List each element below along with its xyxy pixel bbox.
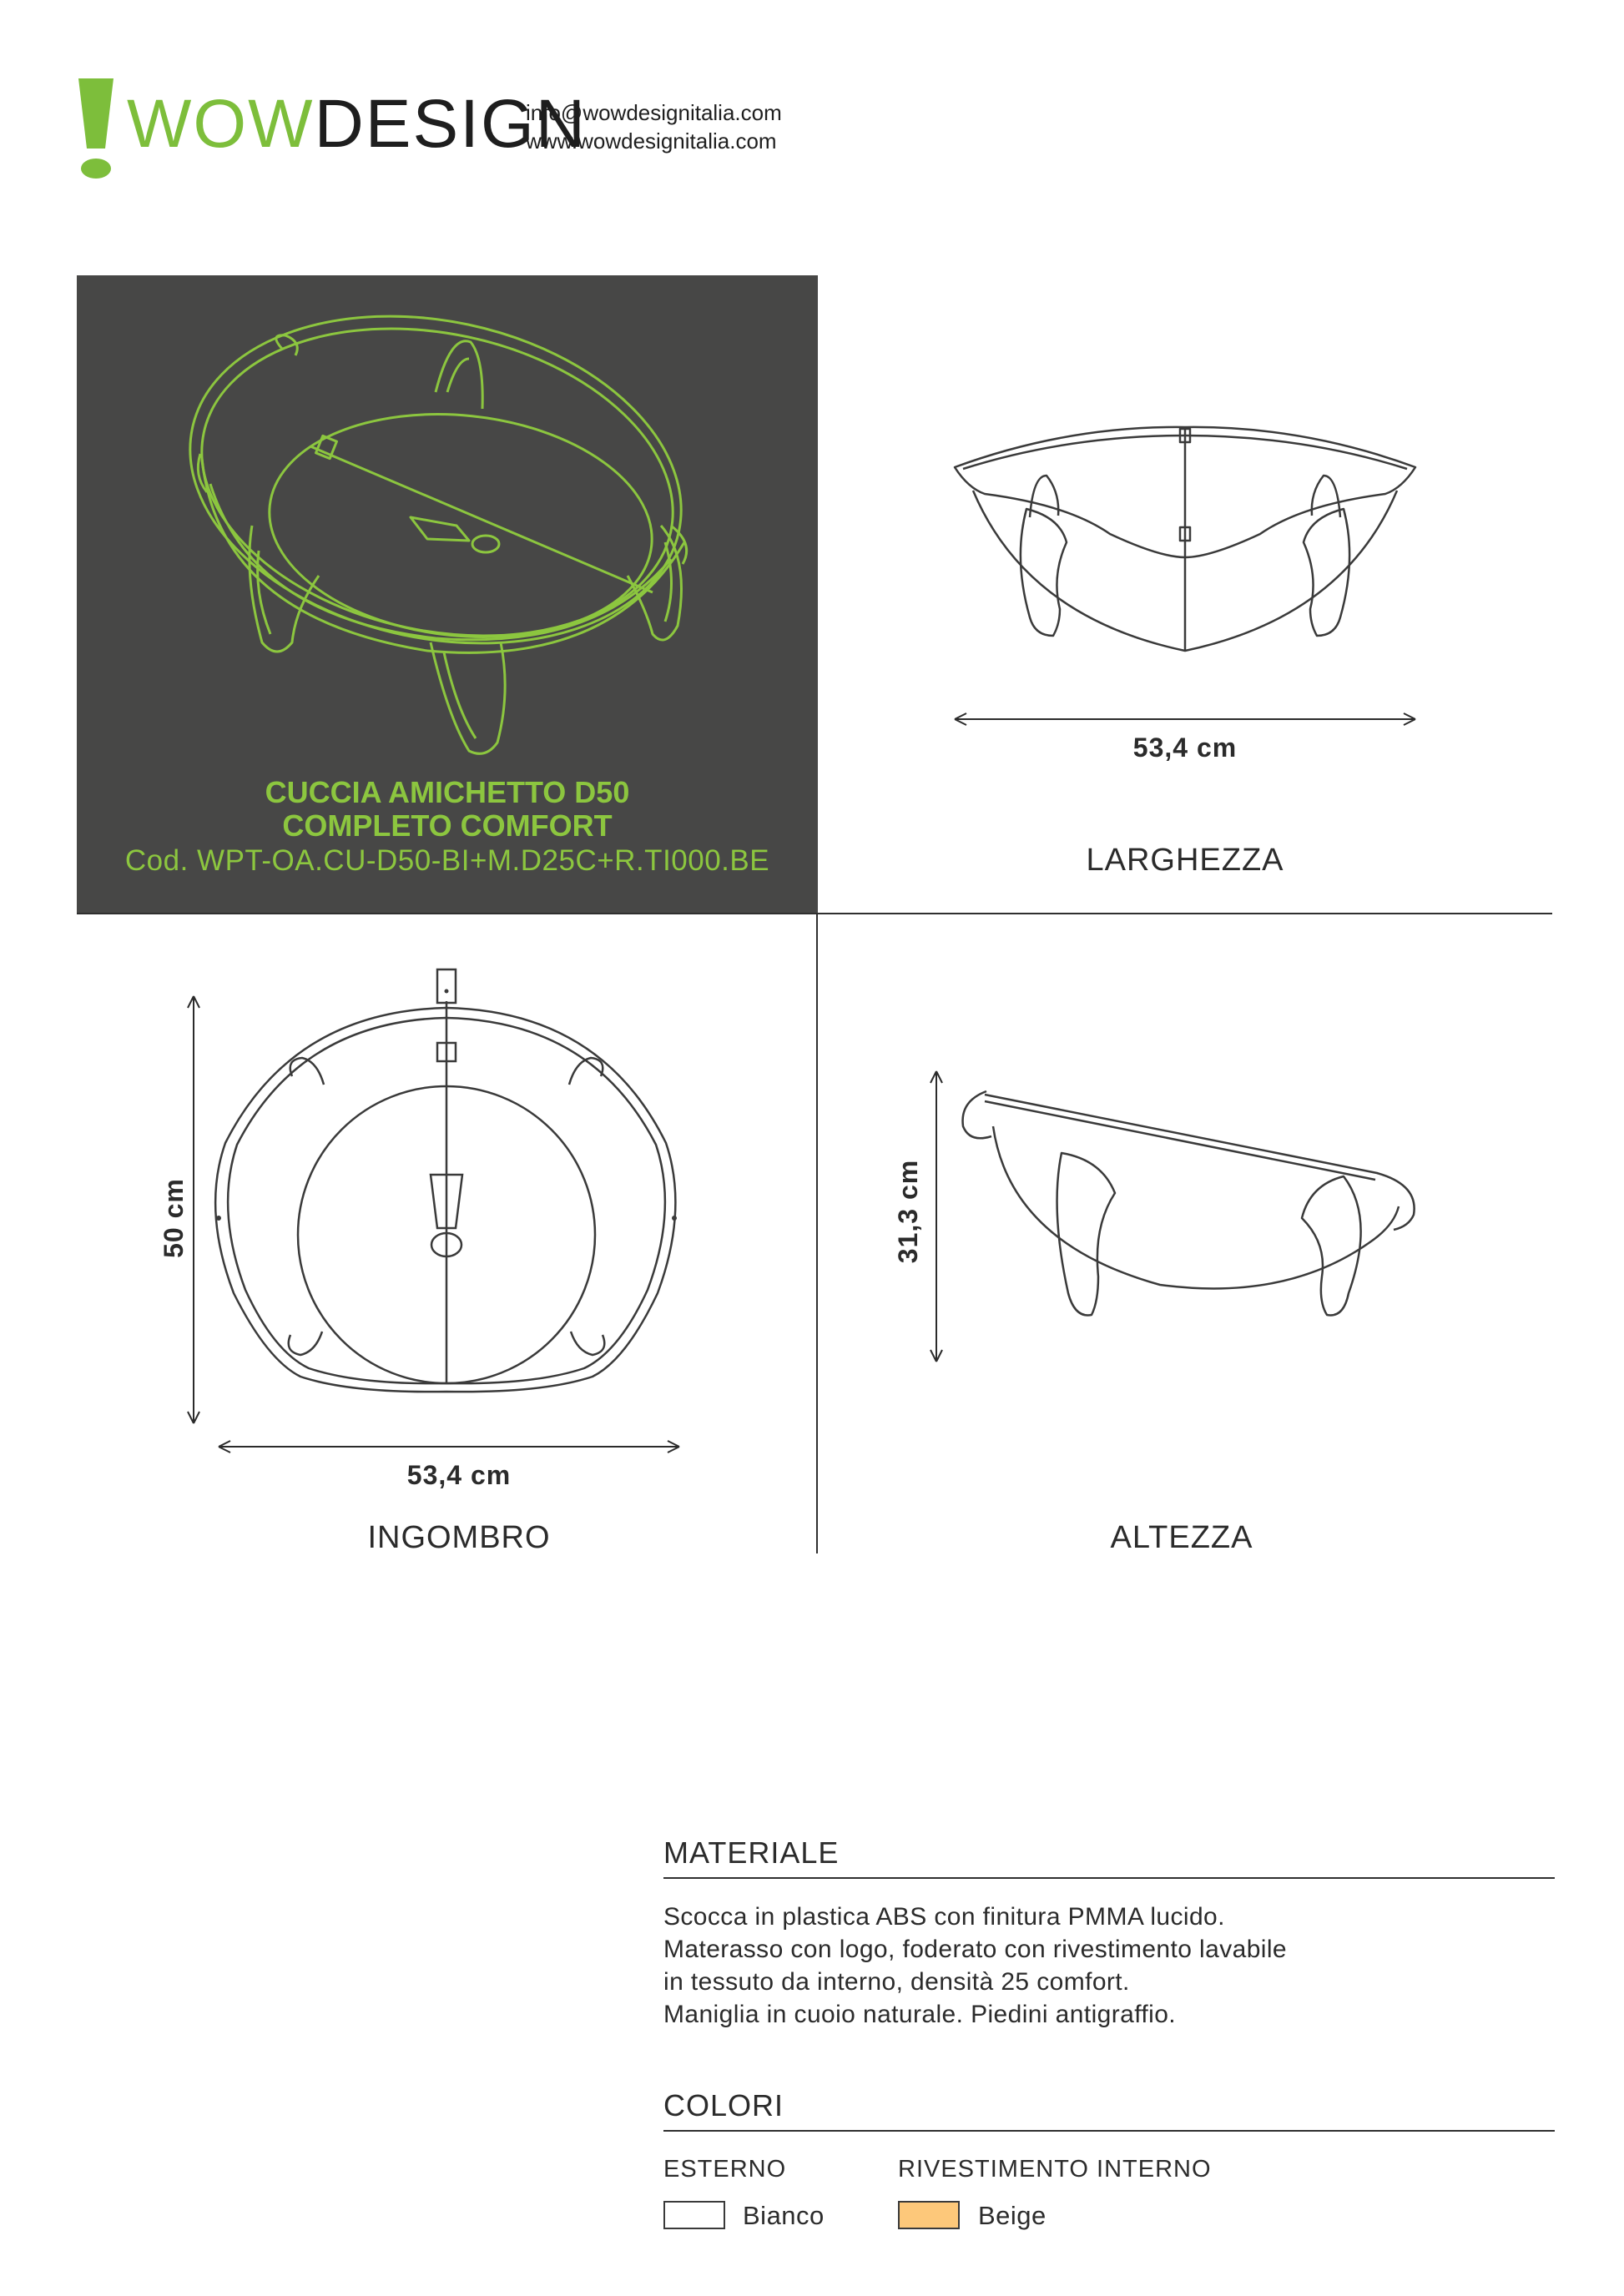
view-label-altezza: ALTEZZA: [1110, 1520, 1253, 1555]
top-width-label: 53,4 cm: [406, 1460, 512, 1490]
contact-info: [526, 98, 782, 155]
product-panel: [77, 275, 818, 913]
colori-heading: COLORI: [663, 2088, 784, 2122]
materiale-line: in tessuto da interno, densità 25 comfort.: [663, 1968, 1130, 1996]
contact-email[interactable]: info@wowdesignitalia.com: [526, 100, 782, 125]
brand-logo: [127, 86, 587, 162]
side-view-drawing: [951, 1076, 1435, 1377]
materiale-line: Scocca in plastica ABS con finitura PMMA lucido.: [663, 1903, 1225, 1931]
materiale-line: Maniglia in cuoio naturale. Piedini antigraffio.: [663, 2001, 1177, 2028]
product-title-line1: CUCCIA AMICHETTO D50: [265, 775, 630, 809]
front-width-dimension-line: [951, 709, 1419, 729]
logo-exclamation-icon: [75, 77, 117, 180]
brand-logo-suffix: DESIGN: [314, 86, 587, 162]
materiale-description: [663, 1901, 1287, 2031]
front-width-label: 53,4 cm: [1132, 733, 1238, 763]
front-view-drawing: [935, 417, 1435, 734]
top-depth-label: 50 cm: [159, 1178, 189, 1258]
view-label-ingombro: INGOMBRO: [367, 1520, 551, 1555]
side-height-dimension-line: [926, 1068, 946, 1365]
view-label-larghezza: LARGHEZZA: [1086, 843, 1284, 878]
product-title: [77, 776, 818, 843]
divider-vertical: [816, 913, 818, 1553]
materiale-rule: [663, 1877, 1555, 1879]
swatch-label-beige: Beige: [978, 2201, 1047, 2230]
colori-rule: [663, 2130, 1555, 2132]
divider-top-right: [818, 913, 1552, 914]
product-title-line2: COMPLETO COMFORT: [282, 808, 613, 843]
color-swatch-bianco[interactable]: [663, 2201, 725, 2229]
top-width-dimension-line: [215, 1437, 683, 1457]
materiale-heading: MATERIALE: [663, 1835, 840, 1870]
color-swatch-beige[interactable]: [898, 2201, 960, 2229]
top-view-drawing: [209, 959, 693, 1427]
rivestimento-heading: RIVESTIMENTO INTERNO: [898, 2156, 1212, 2183]
divider-top-left: [77, 913, 818, 914]
materiale-line: Materasso con logo, foderato con rivestimento lavabile: [663, 1936, 1287, 1963]
brand-logo-prefix: WOW: [127, 86, 315, 162]
product-perspective-drawing: [77, 275, 818, 768]
swatch-label-bianco: Bianco: [743, 2201, 825, 2230]
contact-website[interactable]: www.wowdesignitalia.com: [526, 128, 777, 154]
esterno-heading: ESTERNO: [663, 2156, 787, 2183]
product-code: Cod. WPT-OA.CU-D50-BI+M.D25C+R.TI000.BE: [124, 844, 770, 877]
side-height-label: 31,3 cm: [893, 1159, 923, 1264]
